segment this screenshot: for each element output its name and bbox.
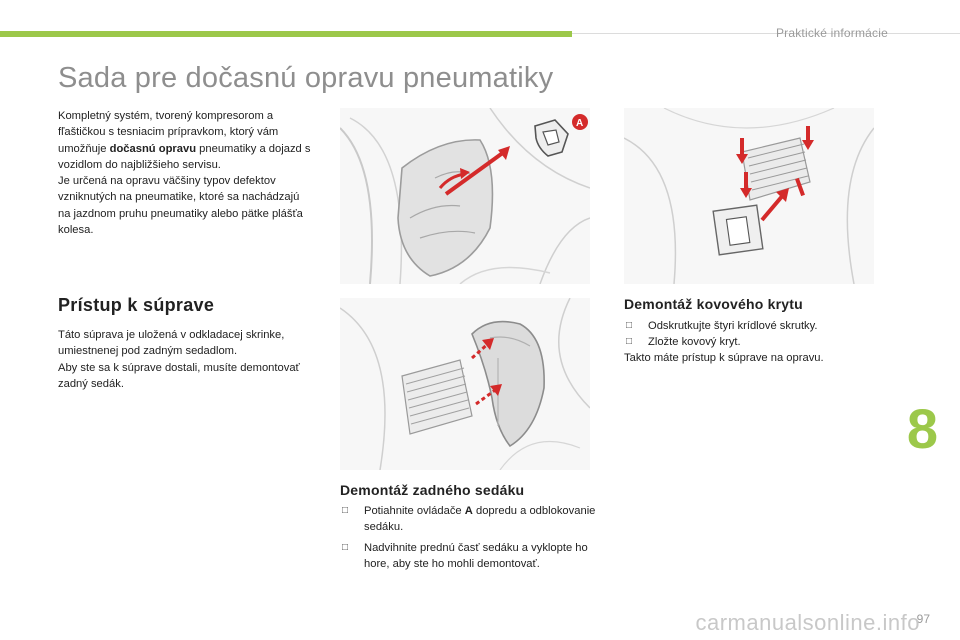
metal-cover-note: Takto máte prístup k súprave na opravu. — [624, 352, 824, 364]
seat-release-illustration — [340, 108, 590, 284]
metal-cover-step-1: □ Odskrutkujte štyri krídlové skrutky. — [624, 318, 884, 334]
intro-text — [58, 108, 313, 238]
section-label: Praktické informácie — [775, 26, 888, 40]
intro-emphasis: dočasnú opravu — [109, 142, 197, 155]
header-divider — [572, 33, 960, 34]
page-number: 97 — [916, 612, 930, 626]
square-bullet-icon: □ — [626, 320, 633, 331]
header-accent-bar — [0, 31, 572, 37]
metal-cover-heading: Demontáž kovového krytu — [624, 296, 803, 312]
square-bullet-icon: □ — [626, 336, 633, 348]
rear-seat-steps — [340, 503, 600, 576]
rear-seat-step-1: □ Potiahnite ovládače A dopredu a odblokovanie sedáku. — [342, 505, 596, 534]
metal-cover-illustration — [624, 108, 874, 284]
watermark: carmanualsonline.info — [695, 610, 920, 635]
access-heading: Prístup k súprave — [58, 295, 215, 315]
page-title: Sada pre dočasnú opravu pneumatiky — [58, 62, 554, 94]
intro-paragraph-2: Je určená na opravu väčšiny typov defektov vzniknutých na pneumatike, ktoré sa nachádzajú na jazdnom pruhu pneumatiky alebo pätke plášťa kolesa. — [58, 175, 303, 237]
control-a-label: A — [464, 505, 473, 517]
metal-cover-step-2: □ Zložte kovový kryt. — [624, 334, 884, 350]
intro-paragraph-1: Kompletný systém, tvorený kompresorom a fľaštičkou s tesniacim prípravkom, ktorý vám umožňuje dočasnú opravu pneumatiky a dojazd s vozidlom do najbližšieho servisu. — [58, 110, 311, 171]
metal-cover-steps — [624, 318, 884, 351]
rear-seat-step-2: □ Nadvihnite prednú časť sedáku a vyklopte ho hore, aby ste ho mohli demontovať. — [342, 541, 588, 570]
square-bullet-icon: □ — [342, 505, 349, 516]
metal-cover-drawing — [624, 108, 874, 284]
chapter-number: 8 — [906, 397, 938, 460]
callout-a-label: A — [576, 118, 584, 129]
seat-removal-drawing — [340, 298, 590, 470]
access-text — [58, 327, 313, 392]
rear-seat-heading: Demontáž zadného sedáku — [340, 482, 525, 498]
access-paragraph-1: Táto súprava je uložená v odkladacej skrinke, umiestnenej pod zadným sedadlom. — [58, 329, 285, 358]
seat-release-drawing — [340, 108, 590, 284]
access-paragraph-2: Aby ste sa k súprave dostali, musíte demontovať zadný sedák. — [58, 361, 300, 390]
seat-removal-illustration — [340, 298, 590, 470]
square-bullet-icon: □ — [342, 541, 349, 553]
